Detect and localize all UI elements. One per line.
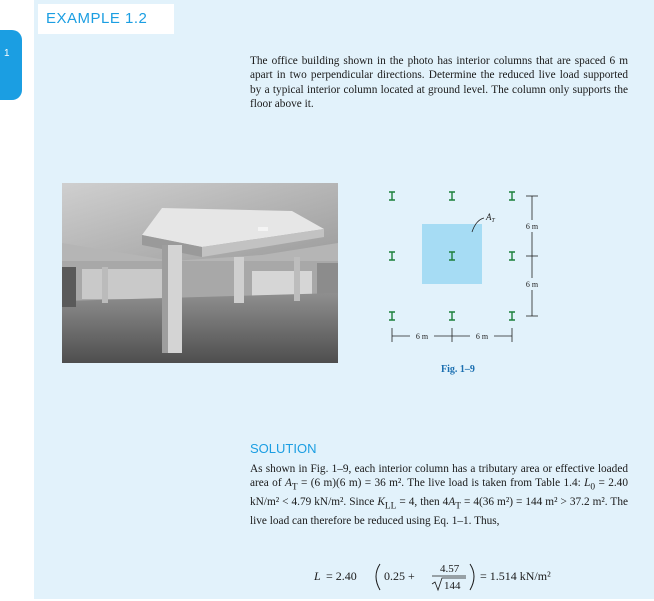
solution-text: As shown in Fig. 1–9, each interior column has a tributary area or effective loaded area of $A_T = (6$ m)(6 m) = 36 m². The live load is taken from Table 1.4: $L_0 = 2.40$ kN/m² < 4.79 kN/m². Since $K_{LL} = 4$, then $4A_T = 4(36$ m²) = 144 m² > 37.2 m². The live load can therefore be reduced using Eq. 1–1. Thus, — [250, 463, 628, 527]
dim-bottom-left: 6 m — [415, 332, 429, 341]
chapter-number: 1 — [4, 48, 10, 59]
area-label: $A_T$ — [486, 212, 495, 224]
equation-coef: = 2.40 — [326, 569, 357, 583]
problem-statement: The office building shown in the photo has interior columns that are spaced 6 m apart in two perpendicular directions. Determine the reduced live load supported by a typical interior column located at ground level. The column only supports the floor above it. — [250, 55, 628, 111]
solution-heading: SOLUTION — [250, 441, 317, 456]
tributary-area-figure — [360, 180, 560, 380]
column-grid — [389, 192, 515, 320]
dim-right-bottom: 6 m — [525, 280, 539, 289]
dim-bottom-right: 6 m — [475, 332, 489, 341]
column — [509, 252, 515, 260]
column — [449, 312, 455, 320]
office-building-photo — [62, 183, 338, 363]
column — [389, 312, 395, 320]
equation-result: = 1.514 kN/m² — [480, 569, 551, 583]
column — [389, 252, 395, 260]
equation-inner: 0.25 + — [384, 569, 415, 583]
dimension-lines-right — [526, 196, 538, 316]
column — [509, 312, 515, 320]
chapter-tab[interactable] — [0, 30, 22, 100]
column — [509, 192, 515, 200]
column — [449, 192, 455, 200]
example-title: EXAMPLE 1.2 — [38, 4, 174, 34]
equation-lhs: L — [314, 569, 321, 583]
column — [389, 192, 395, 200]
figure-caption: Fig. 1–9 — [441, 364, 475, 375]
live-load-equation — [260, 556, 620, 596]
equation-numerator: 4.57 — [440, 563, 460, 575]
dim-right-top: 6 m — [525, 222, 539, 231]
equation-radicand: 144 — [444, 580, 461, 592]
